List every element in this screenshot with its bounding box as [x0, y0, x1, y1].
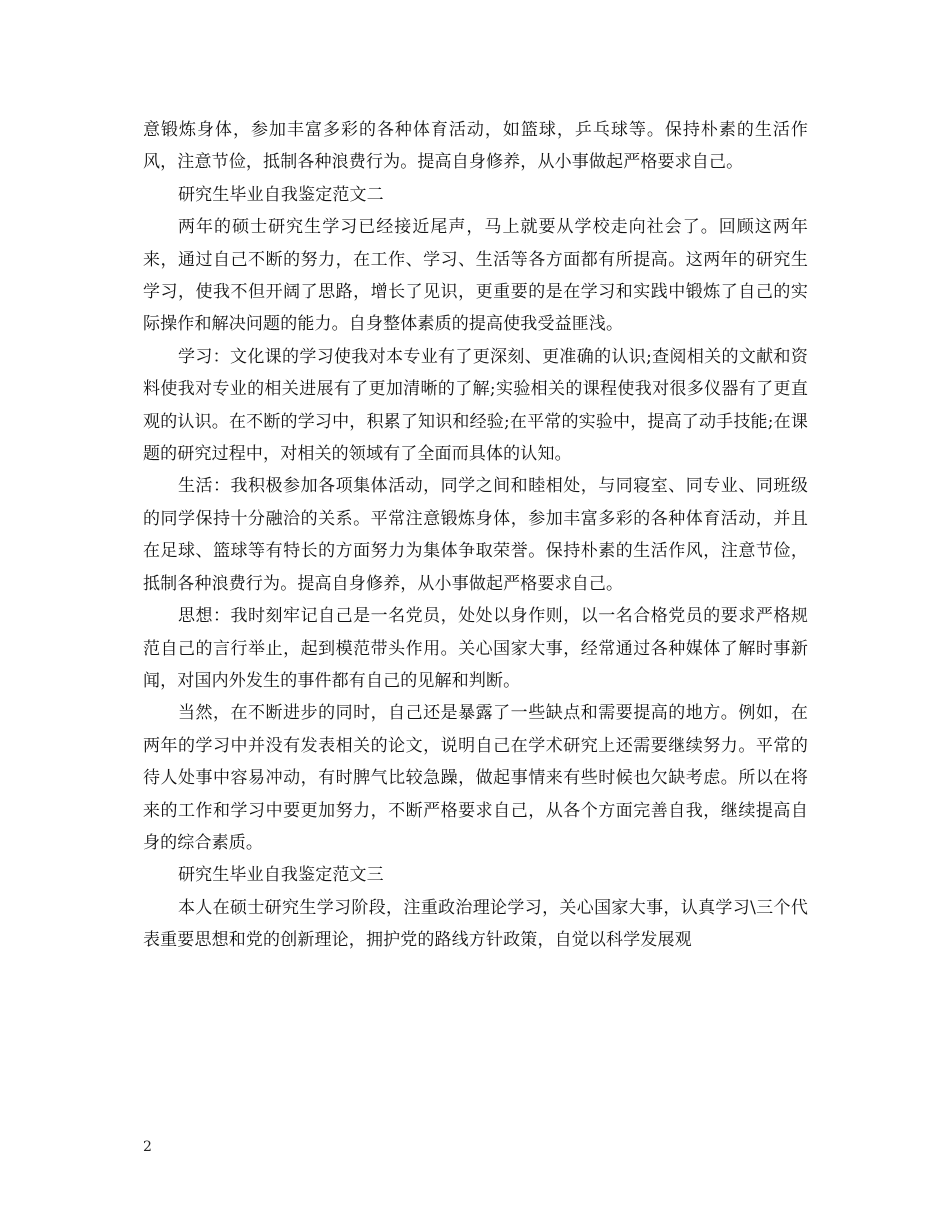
paragraph-life: 生活：我积极参加各项集体活动，同学之间和睦相处，与同寝室、同专业、同班级的同学保持十分融洽的关系。平常注意锻炼身体，参加丰富多彩的各种体育活动，并且在足球、篮球等有特长的方面努力为集体争取荣誉。保持朴素的生活作风，注意节俭，抵制各种浪费行为。提高自身修养，从小事做起严格要求自己。	[143, 476, 808, 594]
paragraph-intro: 两年的硕士研究生学习已经接近尾声，马上就要从学校走向社会了。回顾这两年来，通过自己不断的努力，在工作、学习、生活等各方面都有所提高。这两年的研究生学习，使我不但开阔了思路，增长了见识，更重要的是在学习和实践中锻炼了自己的实际操作和解决问题的能力。自身整体素质的提高使我受益匪浅。	[143, 217, 808, 335]
paragraph-study: 学习：文化课的学习使我对本专业有了更深刻、更准确的认识;查阅相关的文献和资料使我对专业的相关进展有了更加清晰的了解;实验相关的课程使我对很多仪器有了更直观的认识。在不断的学习中，积累了知识和经验;在平常的实验中，提高了动手技能;在课题的研究过程中，对相关的领域有了全面而具体的认知。	[143, 346, 808, 465]
paragraph-sample-three-intro: 本人在硕士研究生学习阶段，注重政治理论学习，关心国家大事，认真学习\三个代表重要思想和党的创新理论，拥护党的路线方针政策，自觉以科学发展观	[143, 897, 808, 951]
paragraph-shortcomings: 当然，在不断进步的同时，自己还是暴露了一些缺点和需要提高的地方。例如，在两年的学习中并没有发表相关的论文，说明自己在学术研究上还需要继续努力。平常的待人处事中容易冲动，有时脾气比较急躁，做起事情来有些时候也欠缺考虑。所以在将来的工作和学习中要更加努力，不断严格要求自己，从各个方面完善自我，继续提高自身的综合素质。	[143, 703, 808, 853]
section-heading-sample-three: 研究生毕业自我鉴定范文三	[178, 865, 384, 886]
paragraph-thought: 思想：我时刻牢记自己是一名党员，处处以身作则，以一名合格党员的要求严格规范自己的言行举止，起到模范带头作用。关心国家大事，经常通过各种媒体了解时事新闻，对国内外发生的事件都有自己的见解和判断。	[143, 606, 808, 691]
page-number: 2	[143, 1139, 152, 1155]
section-heading-sample-two: 研究生毕业自我鉴定范文二	[178, 184, 384, 205]
document-body	[143, 114, 808, 957]
paragraph-continuation: 意锻炼身体，参加丰富多彩的各种体育活动，如篮球，乒乓球等。保持朴素的生活作风，注意节俭，抵制各种浪费行为。提高自身修养，从小事做起严格要求自己。	[143, 120, 808, 173]
